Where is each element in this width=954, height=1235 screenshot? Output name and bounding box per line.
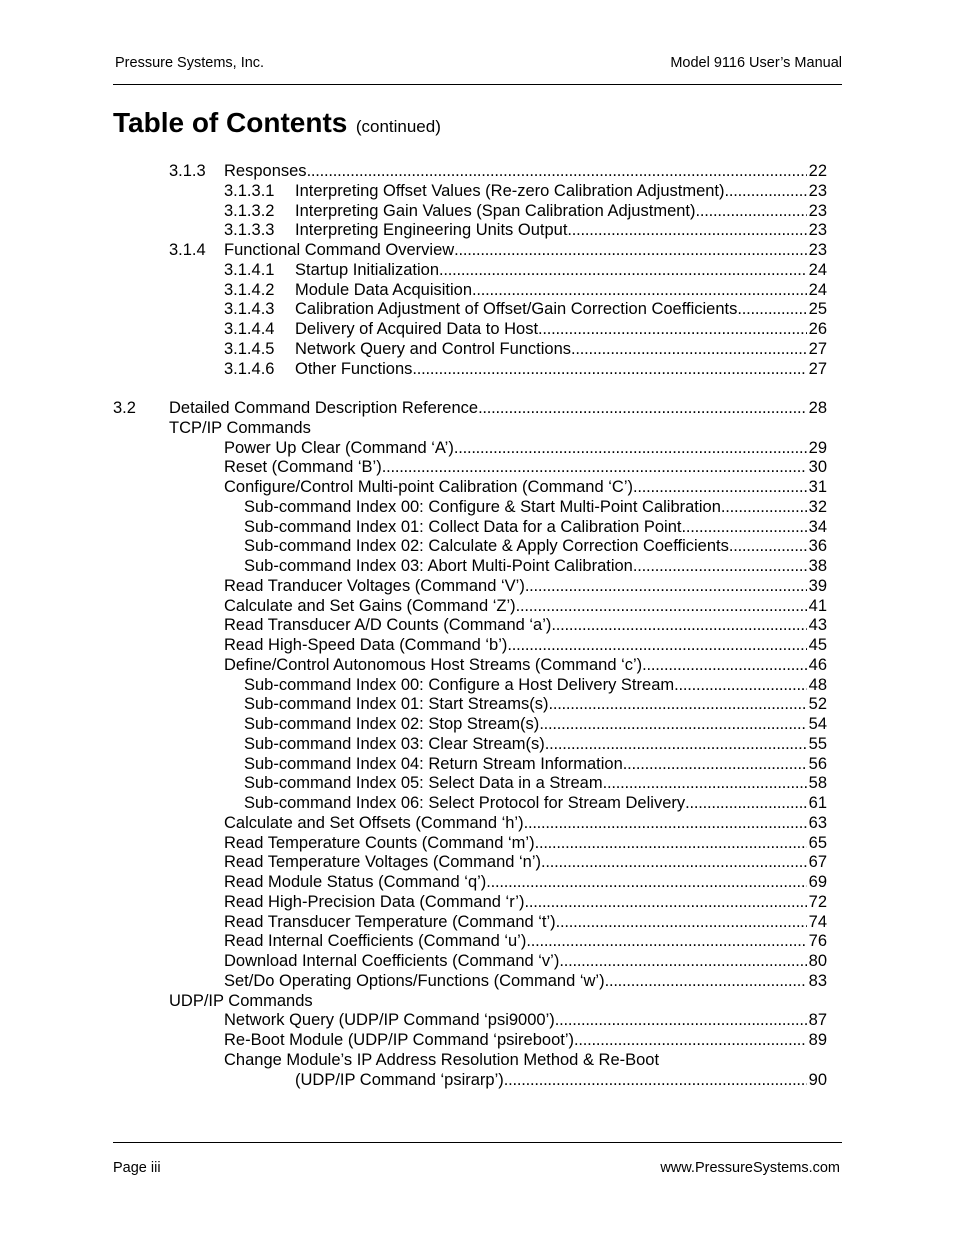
toc-entry-number: 3.1.3 — [169, 162, 206, 180]
toc-entry-title: Interpreting Gain Values (Span Calibration Adjustment) — [295, 201, 696, 220]
toc-entry-page: 24 — [808, 280, 827, 299]
toc-entry-title: Detailed Command Description Reference — [169, 399, 479, 417]
footer-rule — [113, 1142, 842, 1143]
toc-entry — [113, 793, 827, 813]
toc-entry-page: 39 — [808, 576, 827, 595]
toc-entry-title: Network Query (UDP/IP Command ‘psi9000’) — [224, 1011, 555, 1030]
toc-entry-title: Read Module Status (Command ‘q’) — [224, 873, 487, 891]
toc-entry-title: (UDP/IP Command ‘psirarp’) — [295, 1070, 504, 1089]
toc-entry-title: Read Tranducer Voltages (Command ‘V’) — [224, 576, 525, 595]
toc-entry — [113, 280, 827, 300]
toc-entry-title: Sub-command Index 05: Select Data in a Stream — [244, 774, 603, 793]
toc-entry-page: 69 — [808, 873, 827, 891]
toc-entry-title: Read Transducer Temperature (Command ‘t’) — [224, 912, 556, 931]
toc-entry-page: 65 — [808, 833, 827, 852]
toc-entry — [113, 872, 827, 892]
toc-entry-number: 3.1.3.2 — [224, 201, 275, 220]
toc-entry-page: 61 — [808, 794, 827, 812]
toc-entry — [113, 714, 827, 734]
toc-entry-page: 27 — [808, 339, 827, 358]
toc-entry-title: Read Temperature Counts (Command ‘m’) — [224, 833, 535, 852]
toc-entry-page: 67 — [808, 853, 827, 872]
toc-entry-title: Calculate and Set Offsets (Command ‘h’) — [224, 813, 524, 832]
toc-dot-leader — [478, 398, 807, 418]
toc-entry — [113, 477, 827, 497]
toc-dot-leader — [545, 734, 807, 754]
toc-entry — [113, 201, 827, 221]
toc-entry — [113, 576, 827, 596]
toc-entry — [113, 852, 827, 872]
toc-entry — [113, 813, 827, 833]
toc-entry-page: 24 — [808, 260, 827, 279]
toc-entry — [113, 754, 827, 774]
toc-entry — [113, 260, 827, 280]
toc-entry — [113, 359, 827, 379]
toc-entry-title: Functional Command Overview — [224, 241, 455, 259]
toc-entry-title: Read High-Speed Data (Command ‘b’) — [224, 636, 508, 654]
toc-entry-page: 23 — [808, 241, 827, 259]
toc-entry — [113, 536, 827, 556]
toc-entry — [113, 497, 827, 517]
toc-entry-number: 3.1.3.3 — [224, 221, 275, 240]
toc-dot-leader — [633, 556, 807, 576]
toc-entry-title: Other Functions — [295, 359, 413, 378]
toc-entry-page: 72 — [808, 892, 827, 911]
toc-entry-title: Network Query and Control Functions — [295, 339, 572, 358]
toc-entry-page: 56 — [808, 754, 827, 773]
toc-dot-leader — [439, 260, 807, 280]
toc-dot-leader — [307, 161, 807, 181]
toc-dot-leader — [605, 971, 807, 991]
toc-entry-title: Startup Initialization — [295, 260, 439, 279]
toc-entry-title: Delivery of Acquired Data to Host — [295, 320, 539, 338]
toc-entry-page: 31 — [808, 478, 827, 496]
toc-dot-leader — [516, 596, 807, 616]
toc-entry-title: Read High-Precision Data (Command ‘r’) — [224, 892, 525, 911]
toc-entry-page: 89 — [808, 1031, 827, 1049]
page-title-sub: (continued) — [355, 117, 441, 136]
page-title — [113, 107, 441, 139]
footer-url: www.PressureSystems.com — [660, 1160, 840, 1176]
toc-entry-page: 38 — [808, 557, 827, 575]
footer-page-number: Page iii — [113, 1160, 161, 1176]
toc-dot-leader — [623, 754, 807, 774]
toc-entry-page: 30 — [808, 458, 827, 477]
toc-entry-title: Sub-command Index 04: Return Stream Information — [244, 754, 623, 773]
toc-entry — [113, 161, 827, 181]
toc-entry — [113, 615, 827, 635]
toc-entry — [113, 912, 827, 932]
toc-dot-leader — [603, 773, 807, 793]
page-header — [113, 55, 842, 75]
toc-entry — [113, 675, 827, 695]
toc-entry-page: 46 — [808, 655, 827, 674]
toc-entry — [113, 319, 827, 339]
toc-entry — [113, 1050, 827, 1070]
toc-entry — [113, 635, 827, 655]
page-footer — [113, 1160, 842, 1180]
toc-entry-number: 3.1.4.3 — [224, 300, 275, 319]
toc-entry-page: 32 — [808, 497, 827, 516]
toc-entry-page: 48 — [808, 675, 827, 694]
toc-entry-page: 74 — [808, 912, 827, 931]
toc-entry-number: 3.1.3.1 — [224, 181, 275, 200]
toc-entry — [113, 339, 827, 359]
toc-entry-title: Interpreting Engineering Units Output — [295, 221, 568, 240]
toc-dot-leader — [571, 339, 807, 359]
toc-entry-title: Sub-command Index 03: Clear Stream(s) — [244, 734, 545, 753]
toc-entry-page: 28 — [808, 399, 827, 417]
toc-dot-leader — [674, 675, 807, 695]
toc-entry-title: Read Temperature Voltages (Command ‘n’) — [224, 853, 542, 872]
toc-dot-leader — [524, 892, 807, 912]
toc-dot-leader — [642, 655, 807, 675]
toc-dot-leader — [729, 536, 807, 556]
toc-entry — [113, 556, 827, 576]
toc-entry-number: 3.2 — [113, 399, 136, 417]
toc-entry-page: 54 — [808, 715, 827, 733]
toc-entry — [113, 1030, 827, 1050]
toc-dot-leader — [725, 181, 807, 201]
toc-dot-leader — [696, 201, 808, 221]
toc-entry-title: Responses — [224, 162, 307, 180]
toc-entry — [113, 1010, 827, 1030]
toc-entry-title: UDP/IP Commands — [169, 991, 313, 1010]
toc-entry-page: 76 — [808, 932, 827, 951]
toc-entry-page: 45 — [808, 636, 827, 654]
toc-entry — [113, 220, 827, 240]
toc-dot-leader — [633, 477, 807, 497]
toc-entry-page: 27 — [808, 359, 827, 378]
toc-entry-page: 23 — [808, 181, 827, 200]
toc-entry-page: 80 — [808, 952, 827, 970]
toc-entry-page: 41 — [808, 596, 827, 615]
toc-dot-leader — [681, 517, 807, 537]
toc-entry — [113, 418, 827, 438]
toc-entry-title: Sub-command Index 02: Calculate & Apply Correction Coefficients — [244, 537, 729, 556]
toc-entry — [113, 596, 827, 616]
toc-dot-leader — [472, 280, 807, 300]
toc-dot-leader — [685, 793, 807, 813]
toc-entry-page: 23 — [808, 201, 827, 220]
toc-entry-title: Download Internal Coefficients (Command ‘v’) — [224, 952, 560, 970]
toc-entry-title: Read Transducer A/D Counts (Command ‘a’) — [224, 616, 552, 635]
toc-entry-title: Calculate and Set Gains (Command ‘Z’) — [224, 596, 516, 615]
toc-entry-page: 23 — [808, 221, 827, 240]
toc-dot-leader — [737, 299, 807, 319]
toc-dot-leader — [556, 912, 807, 932]
toc-entry-title: Calibration Adjustment of Offset/Gain Correction Coefficients — [295, 300, 738, 319]
toc-entry — [113, 655, 827, 675]
toc-entry-number: 3.1.4.6 — [224, 359, 275, 378]
toc-dot-leader — [541, 852, 807, 872]
toc-dot-leader — [539, 714, 807, 734]
toc-dot-leader — [721, 497, 807, 517]
toc-entry-page: 55 — [808, 734, 827, 753]
toc-entry-title: Read Internal Coefficients (Command ‘u’) — [224, 932, 527, 951]
toc-entry-page: 83 — [808, 971, 827, 990]
header-manual-title: Model 9116 User’s Manual — [670, 55, 842, 71]
toc-entry — [113, 398, 827, 418]
toc-dot-leader — [412, 359, 807, 379]
toc-dot-leader — [567, 220, 807, 240]
toc-entry-number: 3.1.4.5 — [224, 339, 275, 358]
toc-entry-title: Power Up Clear (Command ‘A’) — [224, 438, 454, 457]
toc-dot-leader — [454, 438, 807, 458]
toc-entry-number: 3.1.4 — [169, 241, 206, 259]
toc-entry-title: Sub-command Index 01: Collect Data for a Calibration Point — [244, 517, 682, 536]
toc-entry-title: Sub-command Index 00: Configure a Host Delivery Stream — [244, 675, 675, 694]
toc-entry-page: 34 — [808, 517, 827, 536]
toc-entry-title: Sub-command Index 01: Start Streams(s) — [244, 695, 549, 714]
toc-entry — [113, 734, 827, 754]
toc-entry — [113, 1070, 827, 1090]
toc-entry-number: 3.1.4.4 — [224, 320, 275, 338]
toc-entry-page: 25 — [808, 300, 827, 319]
toc-entry-title: TCP/IP Commands — [169, 418, 311, 437]
toc-dot-leader — [551, 615, 807, 635]
toc-entry — [113, 951, 827, 971]
toc-dot-leader — [524, 813, 807, 833]
toc-dot-leader — [486, 872, 807, 892]
toc-entry-page: 87 — [808, 1011, 827, 1030]
toc-entry-title: Sub-command Index 02: Stop Stream(s) — [244, 715, 540, 733]
toc-entry-title: Define/Control Autonomous Host Streams (Command ‘c’) — [224, 655, 643, 674]
toc-entry-number: 3.1.4.1 — [224, 260, 275, 279]
toc-entry-page: 58 — [808, 774, 827, 793]
toc-entry-number: 3.1.4.2 — [224, 280, 275, 299]
toc-dot-leader — [555, 1010, 807, 1030]
toc-dot-leader — [382, 457, 807, 477]
toc-dot-leader — [559, 951, 807, 971]
toc-entry — [113, 892, 827, 912]
toc-entry — [113, 931, 827, 951]
toc-entry-title: Module Data Acquisition — [295, 280, 473, 299]
toc-dot-leader — [548, 694, 807, 714]
toc-entry — [113, 694, 827, 714]
toc-entry-title: Configure/Control Multi-point Calibration (Command ‘C’) — [224, 478, 633, 496]
toc-dot-leader — [535, 833, 807, 853]
toc-entry-title: Re-Boot Module (UDP/IP Command ‘psireboot’) — [224, 1031, 575, 1049]
toc-entry-page: 90 — [808, 1070, 827, 1089]
header-company: Pressure Systems, Inc. — [115, 55, 265, 71]
toc-entry — [113, 181, 827, 201]
toc-entry-page: 63 — [808, 813, 827, 832]
toc-entry-page: 52 — [808, 695, 827, 714]
toc-entry — [113, 457, 827, 477]
toc-entry-title: Sub-command Index 03: Abort Multi-Point Calibration — [244, 557, 633, 575]
toc-dot-leader — [507, 635, 807, 655]
toc-entry-title: Interpreting Offset Values (Re-zero Calibration Adjustment) — [295, 181, 725, 200]
toc-entry-title: Sub-command Index 06: Select Protocol for Stream Delivery — [244, 794, 686, 812]
toc-entry-page: 36 — [808, 537, 827, 556]
toc-entry-page: 43 — [808, 616, 827, 635]
toc-dot-leader — [504, 1070, 807, 1090]
toc-dot-leader — [526, 931, 807, 951]
toc-entry-title: Sub-command Index 00: Configure & Start Multi-Point Calibration — [244, 497, 721, 516]
toc-entry-page: 22 — [808, 162, 827, 180]
toc-dot-leader — [525, 576, 807, 596]
toc-entry — [113, 240, 827, 260]
toc-entry — [113, 299, 827, 319]
toc-entry — [113, 773, 827, 793]
toc-entry-page: 26 — [808, 320, 827, 338]
toc-entry-title: Change Module’s IP Address Resolution Method & Re-Boot — [224, 1050, 660, 1069]
header-rule — [113, 84, 842, 85]
toc-entry-page: 29 — [808, 438, 827, 457]
toc-entry-title: Reset (Command ‘B’) — [224, 458, 382, 477]
toc-entry-title: Set/Do Operating Options/Functions (Command ‘w’) — [224, 971, 605, 990]
toc-entry — [113, 833, 827, 853]
toc-dot-leader — [574, 1030, 807, 1050]
toc-dot-leader — [454, 240, 807, 260]
toc-entry — [113, 438, 827, 458]
toc-dot-leader — [538, 319, 807, 339]
toc-entry — [113, 971, 827, 991]
toc-entry — [113, 517, 827, 537]
page-title-main: Table of Contents — [113, 107, 348, 138]
toc-entry — [113, 991, 827, 1011]
